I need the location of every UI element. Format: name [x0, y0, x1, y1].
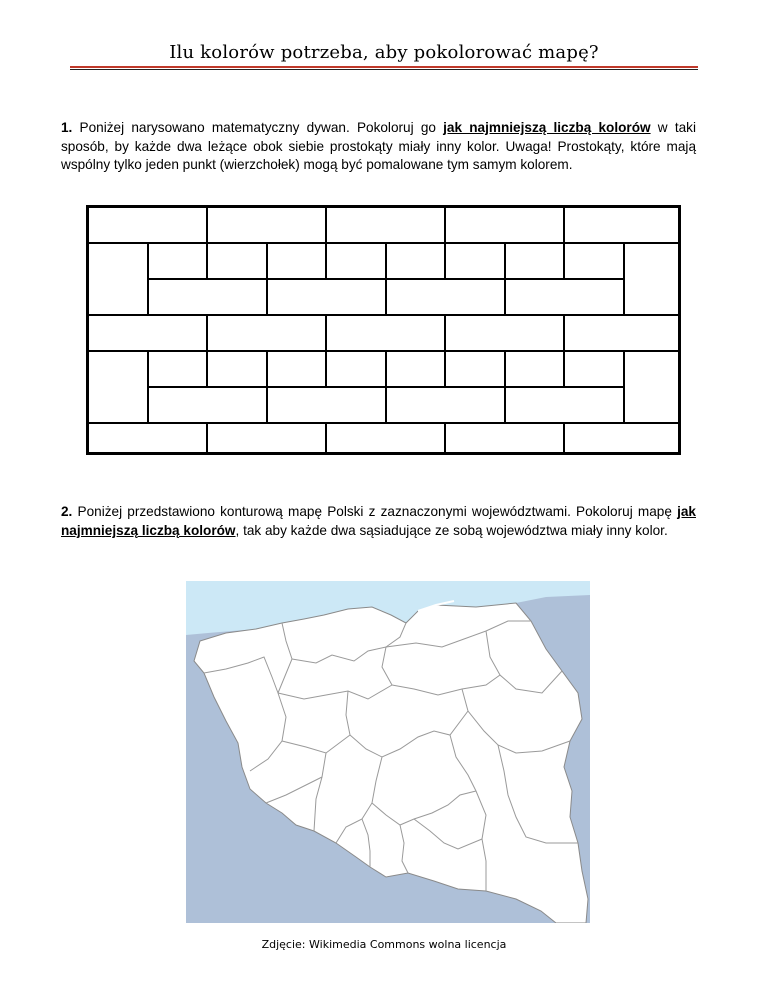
carpet-rect[interactable]: [445, 423, 564, 453]
carpet-rect[interactable]: [564, 243, 624, 279]
carpet-rect[interactable]: [564, 351, 624, 387]
carpet-rect[interactable]: [564, 207, 679, 243]
task-1-text-b: w taki sposób, by każde dwa leżące obok siebie prostokąty miały inny kolor. Uwaga! Prostokąty, które mają wspólny tylko jeden punkt (wierzchołek) mogą być pomalowane tym samym kolorem.: [61, 120, 696, 173]
task-1-text-a: Poniżej narysowano matematyczny dywan. Pokoloruj go: [72, 120, 444, 135]
carpet-rect[interactable]: [326, 243, 386, 279]
carpet-rect[interactable]: [564, 315, 679, 351]
carpet-rect[interactable]: [148, 243, 207, 279]
carpet-rect[interactable]: [207, 207, 326, 243]
task-1-number: 1.: [61, 120, 73, 135]
carpet-rect[interactable]: [386, 279, 505, 315]
carpet-rect[interactable]: [386, 387, 505, 423]
carpet-rect[interactable]: [505, 243, 564, 279]
carpet-rect[interactable]: [386, 351, 445, 387]
carpet-rect[interactable]: [445, 315, 564, 351]
carpet-rect[interactable]: [326, 207, 445, 243]
carpet-rect[interactable]: [207, 315, 326, 351]
carpet-rect[interactable]: [88, 315, 207, 351]
title-underline-red: [70, 66, 698, 68]
carpet-rect[interactable]: [148, 279, 267, 315]
carpet-rect[interactable]: [564, 423, 679, 453]
carpet-rect[interactable]: [326, 423, 445, 453]
carpet-rect[interactable]: [505, 351, 564, 387]
carpet-rect[interactable]: [445, 351, 505, 387]
carpet-rect[interactable]: [207, 423, 326, 453]
carpet-rect[interactable]: [267, 279, 386, 315]
carpet-rect[interactable]: [326, 315, 445, 351]
carpet-rect[interactable]: [148, 351, 207, 387]
image-caption: Zdjęcie: Wikimedia Commons wolna licencja: [261, 938, 507, 951]
carpet-rect[interactable]: [624, 351, 679, 423]
page-title: Ilu kolorów potrzeba, aby pokolorować mapę?: [169, 42, 599, 63]
task-2-number: 2.: [61, 504, 73, 519]
carpet-rect[interactable]: [207, 351, 267, 387]
task-2-text-b: , tak aby każde dwa sąsiadujące ze sobą województwa miały inny kolor.: [235, 522, 668, 538]
carpet-rect[interactable]: [505, 279, 624, 315]
carpet-rect[interactable]: [445, 243, 505, 279]
carpet-rect[interactable]: [88, 423, 207, 453]
task-1-text: [61, 119, 696, 175]
carpet-rect[interactable]: [267, 387, 386, 423]
task-1-emphasis: jak najmniejszą liczbą kolorów: [443, 120, 651, 135]
carpet-rect[interactable]: [326, 351, 386, 387]
carpet-rect[interactable]: [88, 243, 148, 315]
carpet-rect[interactable]: [88, 351, 148, 423]
poland-outline-map: [186, 581, 590, 923]
title-underline-black: [70, 69, 698, 70]
task-2-emphasis: jak najmniejszą liczbą kolorów: [61, 504, 696, 538]
carpet-rect[interactable]: [207, 243, 267, 279]
math-carpet: [86, 205, 681, 455]
carpet-rect[interactable]: [386, 243, 445, 279]
carpet-rect[interactable]: [267, 243, 326, 279]
carpet-rect[interactable]: [267, 351, 326, 387]
carpet-rect[interactable]: [148, 387, 267, 423]
carpet-rect[interactable]: [624, 243, 679, 315]
task-2-text: [61, 503, 696, 540]
task-2-text-a: Poniżej przedstawiono konturową mapę Polski z zaznaczonymi województwami. Pokoloruj mapę: [72, 504, 678, 519]
carpet-rect[interactable]: [505, 387, 624, 423]
carpet-rect[interactable]: [88, 207, 207, 243]
carpet-rect[interactable]: [445, 207, 564, 243]
